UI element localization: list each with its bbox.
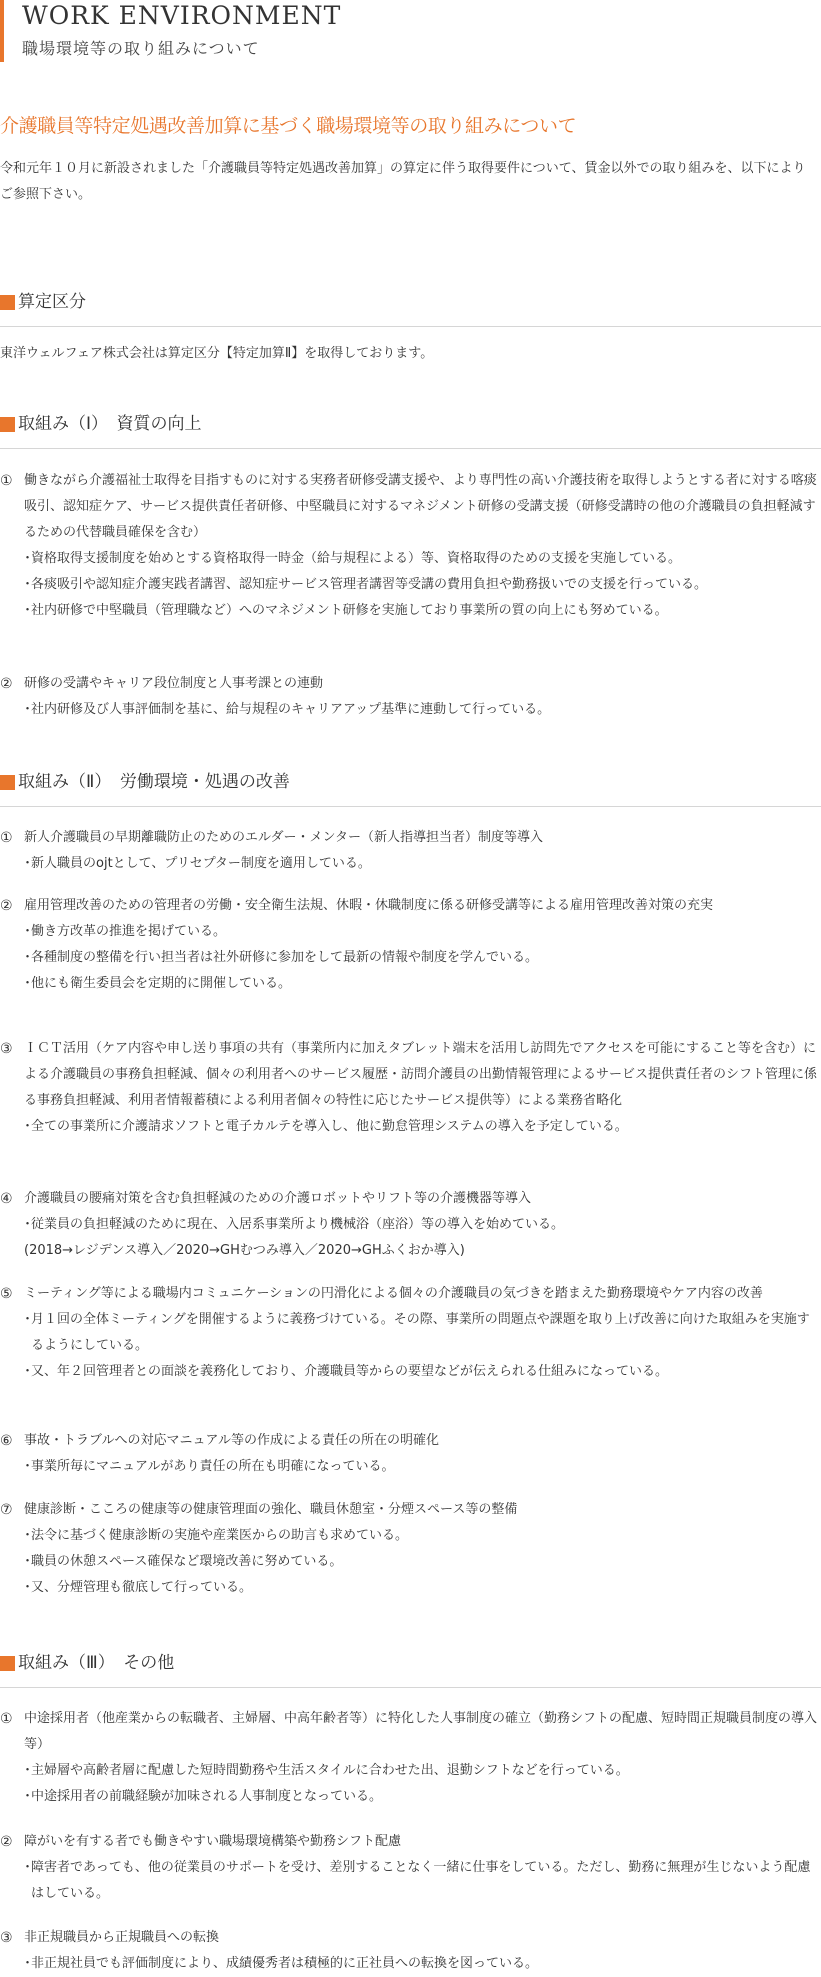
- item-number: ②: [0, 676, 13, 692]
- heading-square-marker: [0, 417, 15, 432]
- main-title: 介護職員等特定処遇改善加算に基づく職場環境等の取り組みについて: [0, 115, 577, 137]
- bullet-item: ・ 働き方改革の推進を掲げている。: [21, 924, 227, 939]
- bullet-item: ・ 事業所毎にマニュアルがあり責任の所在も明確になっている。: [21, 1459, 395, 1474]
- kubun-text: 東洋ウェルフェア株式会社は算定区分【特定加算Ⅱ】を取得しております。: [0, 346, 434, 361]
- heading-square-marker: [0, 775, 15, 790]
- bullet-item: ・ 障害者であっても、他の従業員のサポートを受け、差別することなく一緒に仕事をしている。ただし、勤務に無理が生じないよう配慮はしている。: [21, 1860, 811, 1901]
- list-item-s2-6: [0, 1428, 818, 1480]
- item-title: 研修の受講やキャリア段位制度と人事考課との連動: [24, 676, 324, 691]
- list-item-s1-2: [0, 671, 818, 723]
- list-item-s2-5: [0, 1281, 818, 1385]
- item-title: 非正規職員から正規職員への転換: [24, 1930, 220, 1945]
- section-heading-text: 算定区分: [18, 292, 86, 312]
- item-title: 事故・トラブルへの対応マニュアル等の作成による責任の所在の明確化: [24, 1433, 439, 1448]
- page-header: [0, 0, 560, 62]
- item-title: 障がいを有する者でも働きやすい職場環境構築や勤務シフト配慮: [24, 1834, 402, 1849]
- item-number: ①: [0, 830, 13, 846]
- heading-square-marker: [0, 295, 15, 310]
- section-heading-s1: [0, 412, 821, 449]
- page-title-en: WORK ENVIRONMENT: [22, 1, 342, 30]
- list-item-s3-3: [0, 1925, 818, 1977]
- bullet-item: ・ 又、年２回管理者との面談を義務化しており、介護職員等からの要望などが伝えられる仕組みになっている。: [21, 1364, 669, 1379]
- item-number: ②: [0, 898, 13, 914]
- section-heading-s3: [0, 1651, 821, 1688]
- list-item-s3-1: [0, 1706, 818, 1810]
- section-heading-kubun: [0, 290, 821, 327]
- item-title: 中途採用者（他産業からの転職者、主婦層、中高年齢者等）に特化した人事制度の確立（勤務シフトの配慮、短時間正規職員制度の導入等）: [24, 1711, 818, 1752]
- bullet-item: ・ 各痰吸引や認知症介護実践者講習、認知症サービス管理者講習等受講の費用負担や勤務扱いでの支援を行っている。: [21, 577, 708, 592]
- bullet-item: ・ 主婦層や高齢者層に配慮した短時間勤務や生活スタイルに合わせた出、退勤シフトなどを行っている。: [21, 1763, 629, 1778]
- bullet-item: ・ 新人職員のojtとして、プリセプター制度を適用している。: [21, 856, 371, 871]
- bullet-item: ・ 社内研修で中堅職員（管理職など）へのマネジメント研修を実施しており事業所の質の向上にも努めている。: [21, 603, 668, 618]
- list-item-s2-3: [0, 1036, 818, 1140]
- bullet-item: ・ 又、分煙管理も徹底して行っている。: [21, 1580, 253, 1595]
- section-heading-text: 取組み（Ⅰ） 資質の向上: [18, 414, 202, 434]
- bullet-item: ・ 全ての事業所に介護請求ソフトと電子カルテを導入し、他に勤怠管理システムの導入を予定している。: [21, 1119, 628, 1134]
- item-number: ②: [0, 1834, 13, 1850]
- item-number: ③: [0, 1930, 13, 1946]
- section-heading-text: 取組み（Ⅱ） 労働環境・処遇の改善: [18, 772, 290, 792]
- section-heading-s2: [0, 770, 821, 807]
- intro-text: 令和元年１０月に新設されました「介護職員等特定処遇改善加算」の算定に伴う取得要件について、賃金以外での取り組みを、以下によりご参照下さい。: [0, 161, 806, 202]
- bullet-item: ・ 従業員の負担軽減のために現在、入居系事業所より機械浴（座浴）等の導入を始めている。: [21, 1217, 565, 1232]
- bullet-item: ・ 資格取得支援制度を始めとする資格取得一時金（給与規程による）等、資格取得のための支援を実施している。: [21, 551, 682, 566]
- list-item-s2-4: [0, 1186, 818, 1264]
- item-title: ＩＣＴ活用（ケア内容や申し送り事項の共有（事業所内に加えタブレット端末を活用し訪問先でアクセスを可能にすること等を含む）による介護職員の事務負担軽減、個々の利用者へのサービス履歴・訪問介護員の出勤情報管理によるサービス提供責任者のシフト管理に係る事務負担軽減、利用者情報蓄積による利用者個々の特性に応じたサービス提供等）による業務省略化: [24, 1041, 818, 1108]
- list-item-s3-2: [0, 1829, 818, 1907]
- bullet-item: ・ 非正規社員でも評価制度により、成績優秀者は積極的に正社員への転換を図っている。: [21, 1956, 539, 1971]
- bullet-item: ・ 月１回の全体ミーティングを開催するように義務づけている。その際、事業所の問題点や課題を取り上げ改善に向けた取組みを実施するようにしている。: [21, 1312, 810, 1353]
- item-title: 健康診断・こころの健康等の健康管理面の強化、職員休憩室・分煙スペース等の整備: [24, 1502, 518, 1517]
- list-item-s1-1: [0, 468, 818, 624]
- item-title: 雇用管理改善のための管理者の労働・安全衛生法規、休暇・休職制度に係る研修受講等による雇用管理改善対策の充実: [24, 898, 714, 913]
- item-number: ①: [0, 1711, 13, 1727]
- item-number: ③: [0, 1041, 13, 1057]
- bullet-item: ・ 法令に基づく健康診断の実施や産業医からの助言も求めている。: [21, 1528, 409, 1543]
- bullet-item: ・ 職員の休憩スペース確保など環境改善に努めている。: [21, 1554, 343, 1569]
- item-title: ミーティング等による職場内コミュニケーションの円滑化による個々の介護職員の気づきを踏まえた勤務環境やケア内容の改善: [24, 1286, 763, 1301]
- list-item-s2-2: [0, 893, 818, 997]
- item-title: 介護職員の腰痛対策を含む負担軽減のための介護ロボットやリフト等の介護機器等導入: [24, 1191, 532, 1206]
- bullet-item: ・ 各種制度の整備を行い担当者は社外研修に参加をして最新の情報や制度を学んでいる。: [21, 950, 539, 965]
- section-heading-text: 取組み（Ⅲ） その他: [18, 1653, 175, 1673]
- heading-square-marker: [0, 1656, 15, 1671]
- bullet-item: ・ 他にも衛生委員会を定期的に開催している。: [21, 976, 292, 991]
- item-number: ①: [0, 473, 13, 489]
- item-title: 働きながら介護福祉士取得を目指すものに対する実務者研修受講支援や、より専門性の高い介護技術を取得しようとする者に対する喀痰吸引、認知症ケア、サービス提供責任者研修、中堅職員に対するマネジメント研修の受講支援（研修受講時の他の介護職員の負担軽減するための代替職員確保を含む）: [24, 473, 817, 540]
- item-title: 新人介護職員の早期離職防止のためのエルダー・メンター（新人指導担当者）制度等導入: [24, 830, 543, 845]
- item-number: ④: [0, 1191, 13, 1207]
- item-number: ⑦: [0, 1502, 13, 1518]
- bullet-note: (2018→レジデンス導入／2020→GHむつみ導入／2020→GHふくおか導入): [24, 1243, 465, 1258]
- bullet-item: ・ 中途採用者の前職経験が加味される人事制度となっている。: [21, 1789, 383, 1804]
- item-number: ⑥: [0, 1433, 13, 1449]
- bullet-item: ・ 社内研修及び人事評価制を基に、給与規程のキャリアアップ基準に連動して行っている。: [21, 702, 551, 717]
- list-item-s2-1: [0, 825, 818, 877]
- page-title-ja: 職場環境等の取り組みについて: [22, 39, 260, 58]
- list-item-s2-7: [0, 1497, 818, 1601]
- item-number: ⑤: [0, 1286, 13, 1302]
